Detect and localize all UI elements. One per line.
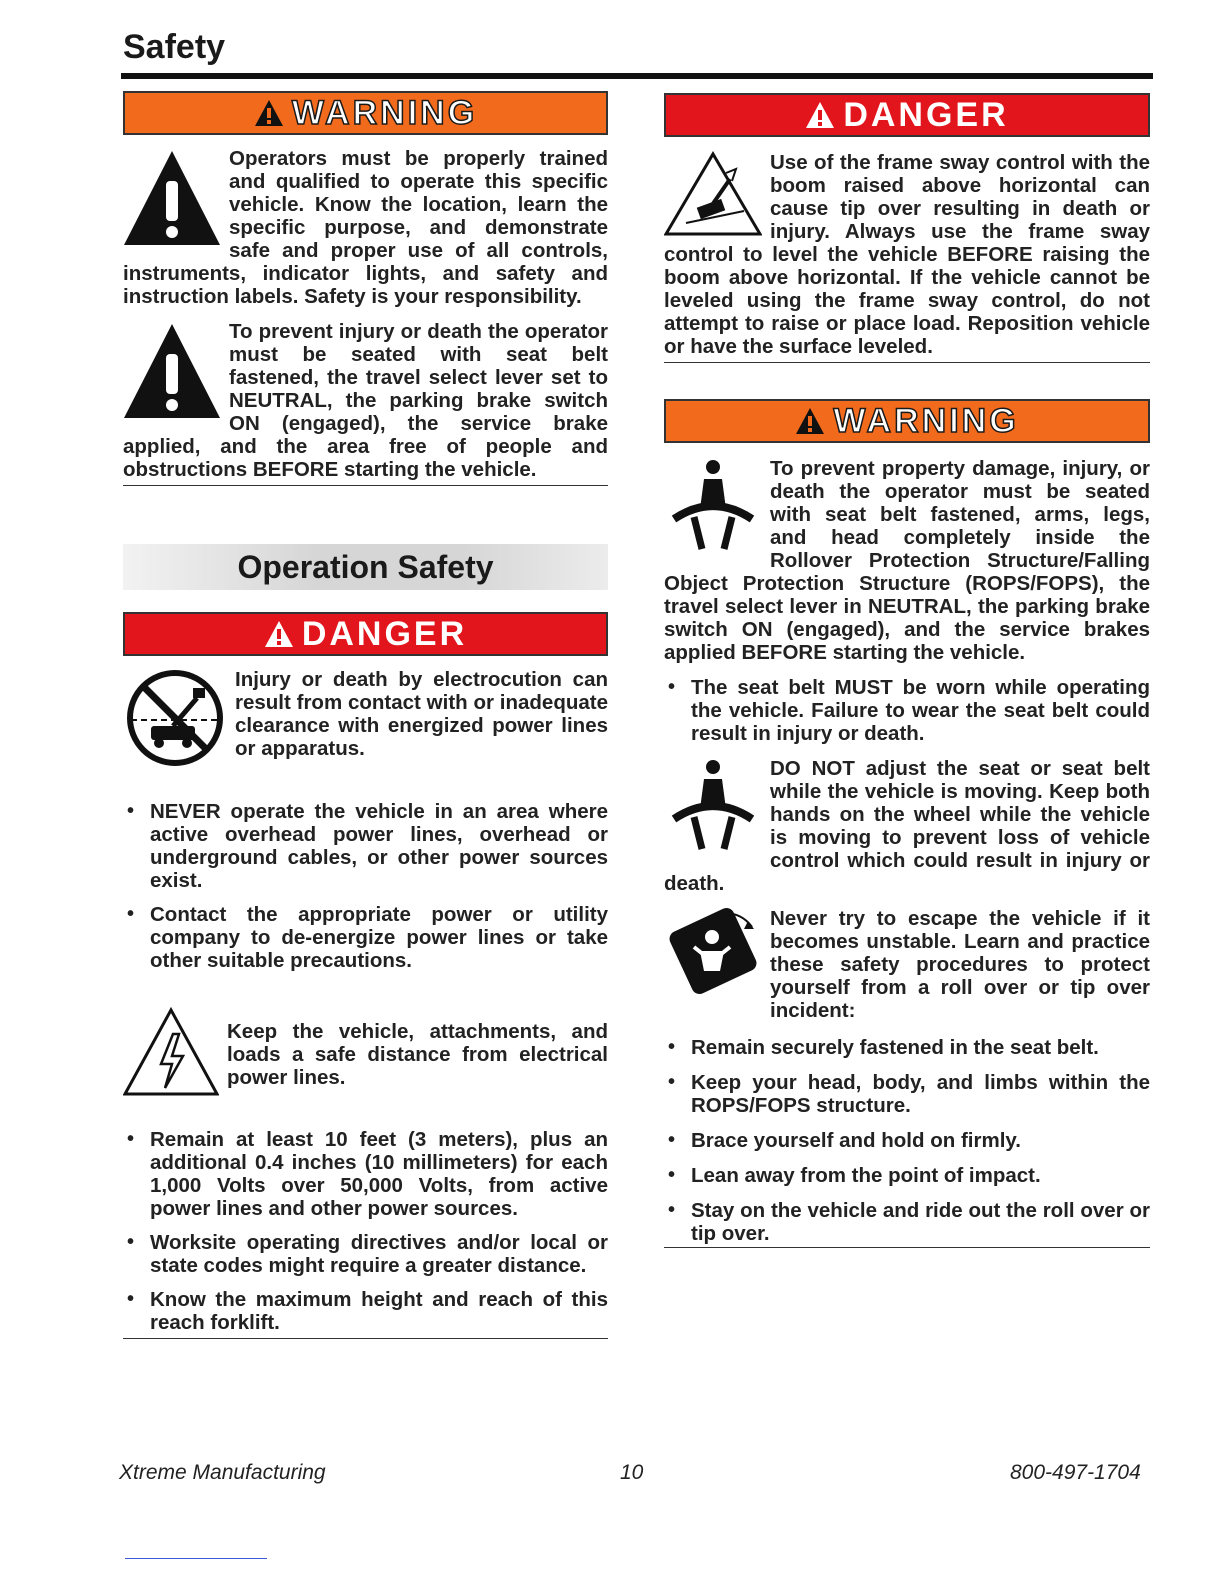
list-item: • The seat belt MUST be worn while operating the vehicle. Failure to wear the seat belt could result in injury or death. (664, 676, 1150, 745)
safe-distance-paragraph: Keep the vehicle, attachments, and loads a safe distance from electrical power lines. (227, 1020, 608, 1089)
footer-page-number: 10 (620, 1461, 644, 1484)
page-title: Safety (123, 28, 226, 66)
adjust-seat-paragraph: DO NOT adjust the seat or seat belt while the vehicle is moving. Keep both hands on the wheel while the vehicle is moving to prevent loss of vehicle control which could result in injury or death. (664, 757, 1150, 895)
warning-paragraph-training: Operators must be properly trained and qualified to operate this specific vehicle. Know the location, learn the specific purpose, and demonstrate safe and proper use of all controls, instruments, indicator lights, and safety and instruction labels. Safety is your responsibility. (123, 147, 608, 308)
section-heading: Operation Safety (123, 544, 608, 590)
divider (664, 362, 1150, 363)
list-item: • Keep your head, body, and limbs within the ROPS/FOPS structure. (664, 1071, 1150, 1117)
danger-banner-label: DANGER (301, 614, 468, 653)
list-item: • Brace yourself and hold on firmly. (664, 1129, 1150, 1152)
list-item: • Remain at least 10 feet (3 meters), plus an additional 0.4 inches (10 millimeters) for each 1,000 Volts over 50,000 Volts, from active power lines and other power sources. (123, 1128, 608, 1220)
danger-banner (123, 612, 608, 656)
danger-banner-label: DANGER (843, 95, 1009, 134)
seated-operator-icon (664, 757, 762, 853)
danger-banner (664, 93, 1150, 137)
warning-paragraph-seated: To prevent injury or death the operator must be seated with seat belt fastened, the travel select lever set to NEUTRAL, the parking brake switch ON (engaged), the service brake applied, and the area free of people and obstructions BEFORE starting the vehicle. (123, 320, 608, 481)
power-line-list (123, 800, 608, 972)
warning-triangle-icon (795, 407, 825, 435)
rollover-brace-icon (664, 907, 762, 999)
danger-paragraph-electrocution: Injury or death by electrocution can result from contact with or inadequate clearance with energized power lines or apparatus. (235, 668, 608, 760)
divider (123, 1338, 608, 1339)
footer-phone: 800-497-1704 (1010, 1461, 1141, 1484)
list-item: • Contact the appropriate power or utility company to de-energize power lines or take other suitable precautions. (123, 903, 608, 972)
divider (123, 485, 608, 486)
list-item: • Stay on the vehicle and ride out the roll over or tip over. (664, 1199, 1150, 1245)
exclamation-triangle-icon (123, 147, 221, 251)
warning-banner (123, 91, 608, 135)
warning-banner-label: WARNING (291, 93, 478, 132)
electrical-hazard-icon (123, 1006, 219, 1098)
tip-over-hazard-icon (664, 151, 762, 237)
warning-banner-label: WARNING (833, 401, 1019, 440)
list-item: • Worksite operating directives and/or local or state codes might require a greater distance. (123, 1231, 608, 1277)
title-rule (121, 73, 1153, 79)
rollover-list (664, 1036, 1150, 1245)
footnote-rule (125, 1558, 267, 1559)
distance-list (123, 1128, 608, 1334)
list-item: • NEVER operate the vehicle in an area where active overhead power lines, overhead or underground cables, or other power sources exist. (123, 800, 608, 892)
list-item: • Remain securely fastened in the seat belt. (664, 1036, 1150, 1059)
warning-triangle-icon (264, 620, 294, 648)
divider (664, 1247, 1150, 1248)
warning-triangle-icon (805, 101, 835, 129)
seated-operator-icon (664, 457, 762, 553)
seated-paragraph: To prevent property damage, injury, or death the operator must be seated with seat belt fastened, arms, legs, and head completely inside the Rollover Protection Structure/Falling Object Protection Structure (ROPS/FOPS), the travel select lever in NEUTRAL, the parking brake switch ON (engaged), and the service brakes applied BEFORE starting the vehicle. (664, 457, 1150, 664)
list-item: • Know the maximum height and reach of this reach forklift. (123, 1288, 608, 1334)
warning-triangle-icon (254, 99, 284, 127)
warning-banner (664, 399, 1150, 443)
no-power-line-contact-icon (123, 668, 227, 768)
footer-company: Xtreme Manufacturing (119, 1461, 326, 1484)
list-item: • Lean away from the point of impact. (664, 1164, 1150, 1187)
left-column (123, 91, 608, 1339)
frame-sway-paragraph: Use of the frame sway control with the boom raised above horizontal can cause tip over resulting in death or injury. Always use the frame sway control to level the vehicle BEFORE raising the boom above horizontal. If the vehicle cannot be leveled using the frame sway control, do not attempt to raise or place load. Reposition vehicle or have the surface leveled. (664, 151, 1150, 358)
right-column (664, 91, 1150, 1248)
exclamation-triangle-icon (123, 320, 221, 424)
seat-belt-list (664, 676, 1150, 745)
rollover-paragraph: Never try to escape the vehicle if it becomes unstable. Learn and practice these safety procedures to protect yourself from a roll over or tip over incident: (770, 907, 1150, 1022)
